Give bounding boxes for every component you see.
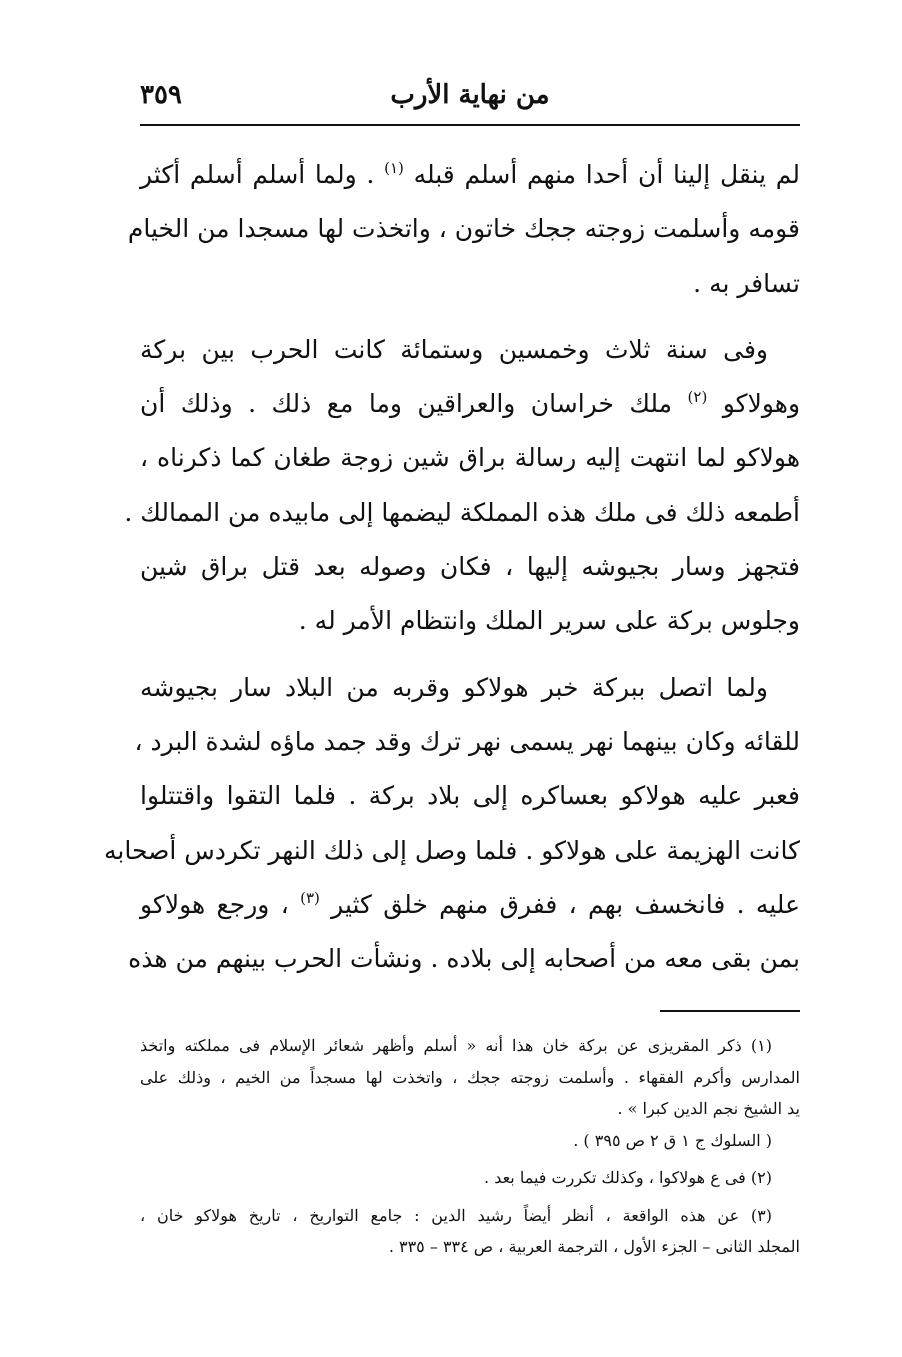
text-line: وجلوس بركة على سرير الملك وانتظام الأمر له . xyxy=(298,606,800,636)
footnotes xyxy=(140,1030,800,1269)
paragraph-1 xyxy=(127,148,801,311)
text-line: عليه . فانخسف بهم ، ففرق منهم خلق كثير $^{(٣)}$ ، ورجع هولاكو xyxy=(140,888,800,919)
text-line: للقائه وكان بينهما نهر يسمى نهر ترك وقد جمد ماؤه لشدة البرد ، xyxy=(134,726,800,756)
page-number: ٣٥٩ xyxy=(140,80,182,110)
text-line: بمن بقى معه من أصحابه إلى بلاده . ونشأت الحرب بينهم من هذه xyxy=(128,944,800,974)
header-rule xyxy=(140,124,800,126)
footnote-ref-1: (١) xyxy=(384,159,404,177)
text-line: فتجهز وسار بجيوشه إليها ، فكان وصوله بعد قتل براق شين xyxy=(140,552,800,582)
footnote-ref-3: (٣) xyxy=(300,888,320,907)
footnote-line: المدارس وأكرم الفقهاء . وأسلمت زوجته ججك ، واتخذت لها مسجداً من الخيم ، وذلك على xyxy=(140,1067,800,1087)
footnote-ref-2: (٢) xyxy=(687,388,708,407)
footnote-line: (١) ذكر المقريزى عن بركة خان هذا أنه « أسلم وأظهر شعائر الإسلام فى مملكته واتخذ xyxy=(140,1036,772,1055)
footnote-line: المجلد الثانى – الجزء الأول ، الترجمة العربية ، ص ٣٣٤ – ٣٣٥ . xyxy=(388,1237,800,1256)
text-line: ولما اتصل ببركة خبر هولاكو وقربه من البلاد سار بجيوشه xyxy=(140,672,768,702)
footnote-line: (٣) عن هذه الواقعة ، أنظر أيضاً رشيد الدين : جامع التواريخ ، تاريخ هولاكو خان ، xyxy=(140,1205,772,1225)
text-line: أطمعه ذلك فى ملك هذه المملكة ليضمها إلى مابيده من الممالك . xyxy=(124,497,800,527)
page-header xyxy=(140,78,800,122)
text-line: كانت الهزيمة على هولاكو . فلما وصل إلى ذلك النهر تكردس أصحابه xyxy=(104,835,800,865)
text-line: هولاكو لما انتهت إليه رسالة براق شين زوجة طغان كما ذكرناه ، xyxy=(140,443,800,473)
footnote-2 xyxy=(140,1162,800,1194)
footnote-line: يد الشيخ نجم الدين كبرا » . xyxy=(617,1099,800,1118)
text-line: وهولاكو $^{(٢)}$ ملك خراسان والعراقين وما مع ذلك . وذلك أن xyxy=(140,388,801,419)
running-title: من نهاية الأرب xyxy=(390,80,550,110)
footnote-3 xyxy=(140,1200,800,1263)
paragraph-2 xyxy=(124,323,801,649)
paragraph-3 xyxy=(104,661,800,987)
footnote-1 xyxy=(140,1030,800,1156)
footnote-citation: ( السلوك ج ١ ق ٢ ص ٣٩٥ ) . xyxy=(573,1130,772,1150)
text-line: لم ينقل إلينا أن أحدا منهم أسلم قبله $^{(١)}$ . ولما أسلم أسلم أكثر xyxy=(140,159,801,189)
text-line: تسافر به . xyxy=(693,268,800,298)
main-text xyxy=(104,148,801,986)
footnote-line: (٢) فى ع هولاكوا ، وكذلك تكررت فيما بعد . xyxy=(484,1168,772,1187)
footnote-rule xyxy=(660,1010,800,1012)
text-line: فعبر عليه هولاكو بعساكره إلى بلاد بركة . فلما التقوا واقتتلوا xyxy=(140,781,800,811)
text-line: قومه وأسلمت زوجته ججك خاتون ، واتخذت لها مسجدا من الخيام xyxy=(127,214,800,244)
text-line: وفى سنة ثلاث وخمسين وستمائة كانت الحرب بين بركة xyxy=(140,334,768,364)
